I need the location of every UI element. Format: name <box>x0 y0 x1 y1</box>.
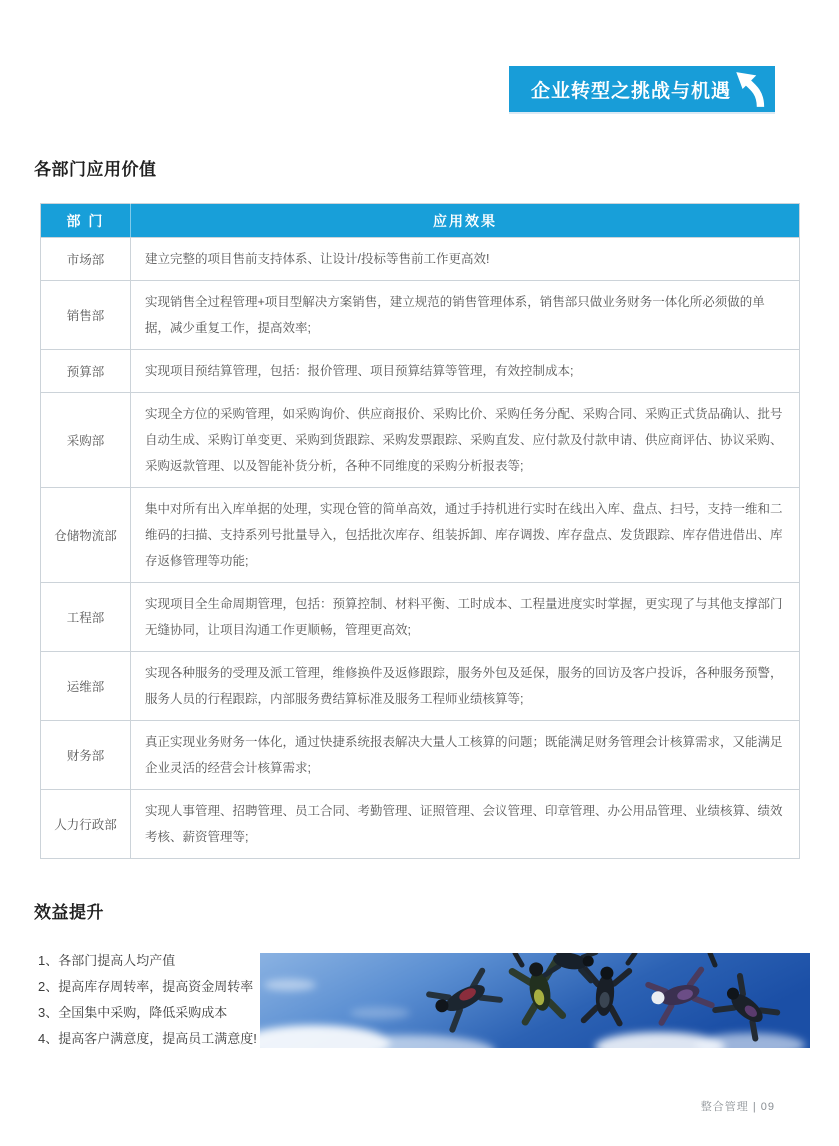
dept-cell: 市场部 <box>41 238 131 281</box>
effect-cell: 实现人事管理、招聘管理、员工合同、考勤管理、证照管理、会议管理、印章管理、办公用品管理、业绩核算、绩效考核、薪资管理等; <box>131 790 800 859</box>
dept-cell: 人力行政部 <box>41 790 131 859</box>
effect-cell: 实现项目预结算管理，包括：报价管理、项目预算结算等管理，有效控制成本; <box>131 350 800 393</box>
table-row <box>41 583 800 652</box>
dept-cell: 销售部 <box>41 281 131 350</box>
table-row <box>41 721 800 790</box>
effect-cell: 实现各种服务的受理及派工管理，维修换件及返修跟踪，服务外包及延保，服务的回访及客户投诉，各种服务预警，服务人员的行程跟踪，内部服务费结算标准及服务工程师业绩核算等; <box>131 652 800 721</box>
department-value-table <box>40 203 800 859</box>
table-row <box>41 488 800 583</box>
list-item: 4、提高客户满意度，提高员工满意度! <box>38 1031 257 1046</box>
table-row <box>41 281 800 350</box>
effect-cell: 实现销售全过程管理+项目型解决方案销售，建立规范的销售管理体系，销售部只做业务财务一体化所必须做的单据，减少重复工作，提高效率; <box>131 281 800 350</box>
list-item: 3、全国集中采购，降低采购成本 <box>38 1005 228 1020</box>
dept-cell: 财务部 <box>41 721 131 790</box>
section-title-benefits: 效益提升 <box>34 903 104 922</box>
dept-cell: 运维部 <box>41 652 131 721</box>
dept-cell: 预算部 <box>41 350 131 393</box>
section-title-department-value: 各部门应用价值 <box>34 160 157 179</box>
table-header-effect: 应用效果 <box>131 204 800 238</box>
table-row <box>41 350 800 393</box>
chapter-banner-title: 企业转型之挑战与机遇 <box>530 80 731 102</box>
dept-cell: 仓储物流部 <box>41 488 131 583</box>
table-row <box>41 393 800 488</box>
dept-cell: 工程部 <box>41 583 131 652</box>
benefits-list <box>38 948 257 1052</box>
table-row <box>41 790 800 859</box>
table-header-row <box>41 204 800 238</box>
effect-cell: 实现全方位的采购管理，如采购询价、供应商报价、采购比价、采购任务分配、采购合同、采购正式货品确认、批号自动生成、采购订单变更、采购到货跟踪、采购发票跟踪、采购直发、应付款及付款申请、供应商评估、协议采购、采购返款管理、以及智能补货分析，各种不同维度的采购分析报表等; <box>131 393 800 488</box>
skydivers-photo <box>260 953 810 1048</box>
table-row <box>41 652 800 721</box>
list-item: 1、各部门提高人均产值 <box>38 953 176 968</box>
list-item: 2、提高库存周转率，提高资金周转率 <box>38 979 254 994</box>
table-row <box>41 238 800 281</box>
chapter-banner <box>509 66 775 112</box>
effect-cell: 集中对所有出入库单据的处理，实现仓管的简单高效，通过手持机进行实时在线出入库、盘点、扫号，支持一维和二维码的扫描、支持系列号批量导入，包括批次库存、组装拆卸、库存调拨、库存盘点、发货跟踪、库存借进借出、库存返修管理等功能; <box>131 488 800 583</box>
effect-cell: 实现项目全生命周期管理，包括：预算控制、材料平衡、工时成本、工程量进度实时掌握，更实现了与其他支撑部门无缝协同，让项目沟通工作更顺畅，管理更高效; <box>131 583 800 652</box>
effect-cell: 建立完整的项目售前支持体系、让设计/投标等售前工作更高效! <box>131 238 800 281</box>
table-header-department: 部 门 <box>41 204 131 238</box>
dept-cell: 采购部 <box>41 393 131 488</box>
arrow-up-left-icon <box>733 69 769 109</box>
page-footer: 整合管理 | 09 <box>700 1101 775 1113</box>
effect-cell: 真正实现业务财务一体化，通过快捷系统报表解决大量人工核算的问题；既能满足财务管理会计核算需求，又能满足企业灵活的经营会计核算需求; <box>131 721 800 790</box>
